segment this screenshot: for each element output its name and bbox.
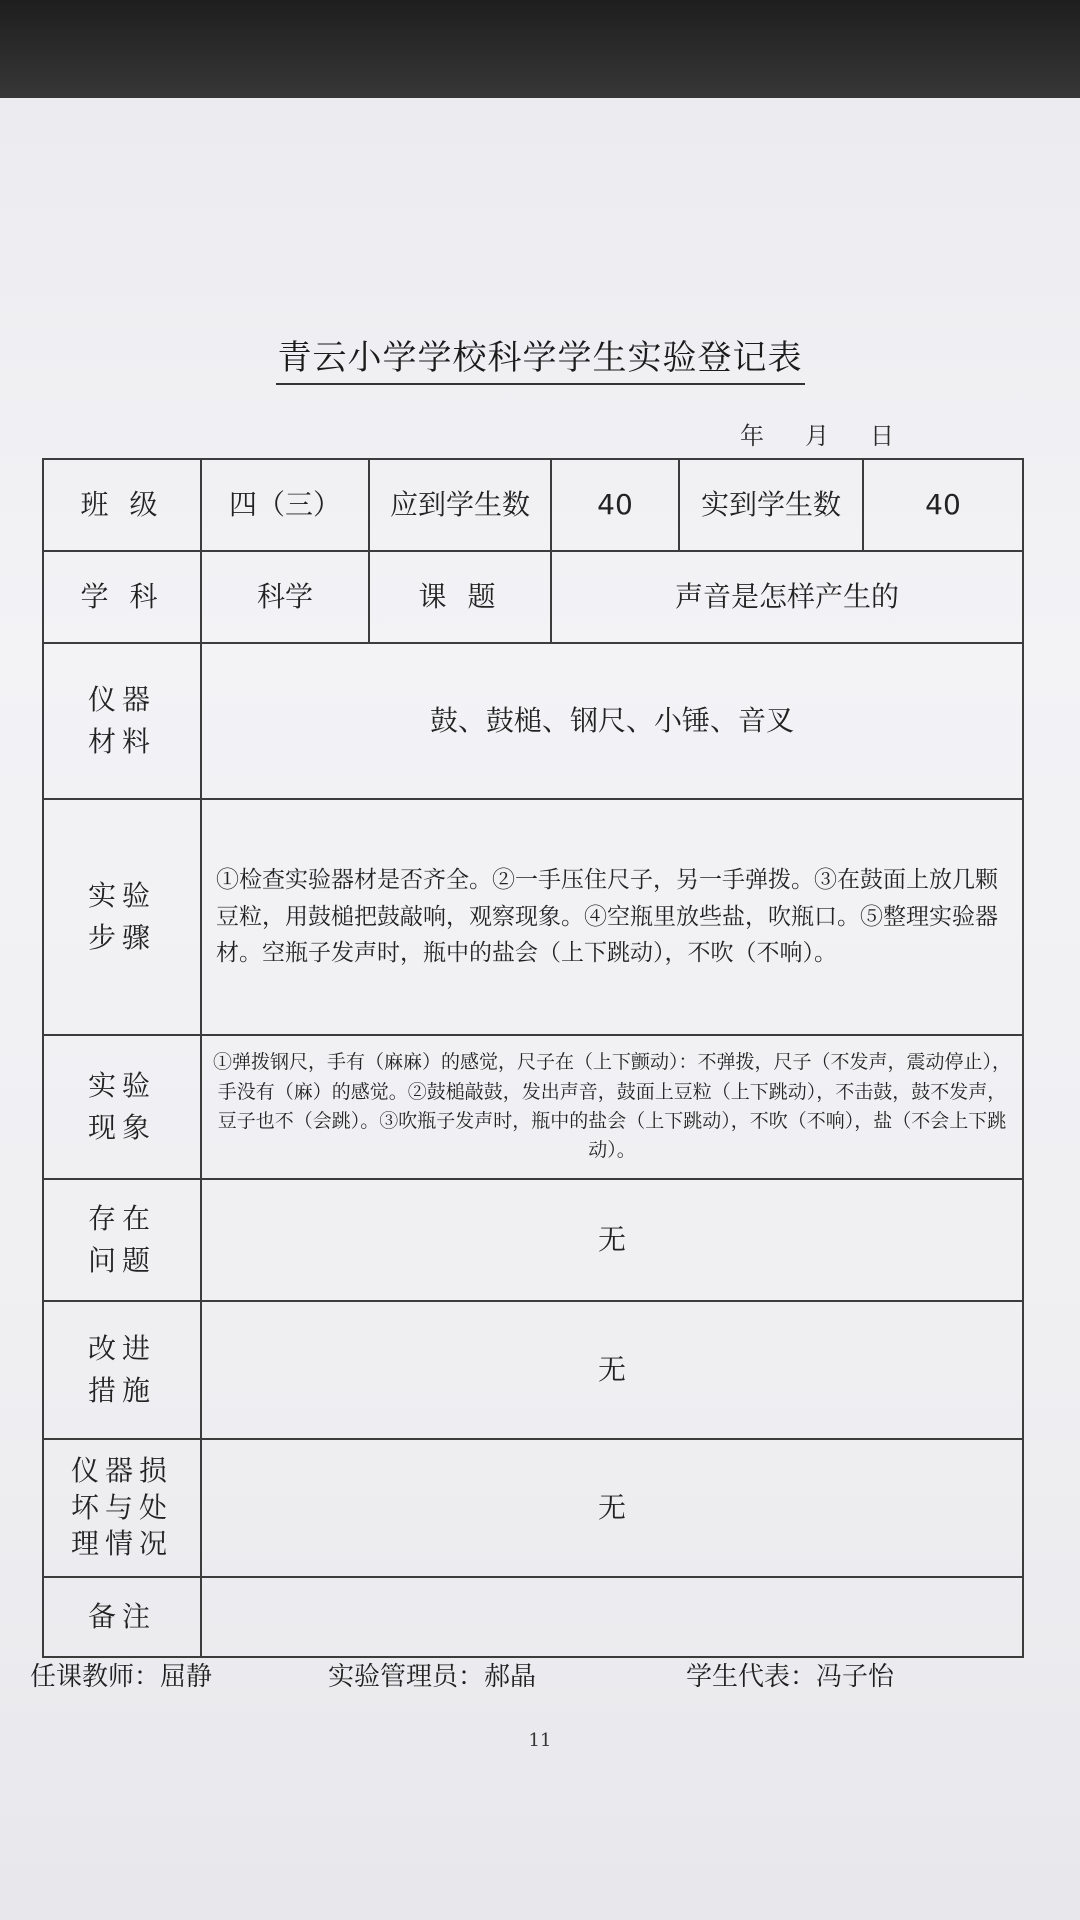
equipment-label-line1: 仪器	[87, 683, 156, 716]
improvements-row	[43, 1301, 1023, 1439]
steps-label	[43, 799, 201, 1035]
problems-label-line2: 问题	[87, 1244, 156, 1277]
subject-label: 学 科	[43, 551, 201, 643]
month-label: 月	[805, 422, 830, 450]
equipment-label	[43, 643, 201, 799]
damage-label	[43, 1439, 201, 1577]
expected-students-label: 应到学生数	[369, 459, 551, 551]
form-title: 青云小学学校科学学生实验登记表	[0, 330, 1080, 385]
expected-students-value: 40	[551, 459, 679, 551]
class-value: 四（三）	[201, 459, 369, 551]
steps-label-line1: 实验	[87, 879, 156, 912]
day-label: 日	[870, 422, 895, 450]
improvements-label	[43, 1301, 201, 1439]
subject-row	[43, 551, 1023, 643]
damage-value: 无	[201, 1439, 1023, 1577]
student-signature: 学生代表：冯子怡	[686, 1662, 895, 1692]
subject-value: 科学	[201, 551, 369, 643]
phenomena-value: ①弹拨钢尺，手有（麻麻）的感觉，尺子在（上下颤动）：不弹拨，尺子（不发声，震动停止），手没有（麻）的感觉。②鼓槌敲鼓，发出声音，鼓面上豆粒（上下跳动），不击鼓，鼓不发声，豆子也不（会跳）。③吹瓶子发声时，瓶中的盐会（上下跳动），不吹（不响），盐（不会上下跳动）。	[201, 1035, 1023, 1179]
steps-row	[43, 799, 1023, 1035]
page-number: 11	[528, 1730, 552, 1751]
phenomena-label-line1: 实验	[87, 1069, 156, 1102]
steps-label-line2: 步骤	[87, 921, 156, 954]
problems-row	[43, 1179, 1023, 1301]
equipment-value: 鼓、鼓槌、钢尺、小锤、音叉	[201, 643, 1023, 799]
class-label: 班 级	[43, 459, 201, 551]
remarks-row	[43, 1577, 1023, 1657]
damage-label-line2: 坏与处	[70, 1490, 173, 1524]
remarks-label: 备注	[43, 1577, 201, 1657]
registration-table	[42, 458, 1024, 1658]
damage-label-line1: 仪器损	[70, 1454, 173, 1488]
teacher-signature: 任课教师：屈静	[30, 1662, 213, 1692]
steps-value: ①检查实验器材是否齐全。②一手压住尺子，另一手弹拨。③在鼓面上放几颗豆粒，用鼓槌把鼓敲响，观察现象。④空瓶里放些盐，吹瓶口。⑤整理实验器材。空瓶子发声时，瓶中的盐会（上下跳动），不吹（不响）。	[201, 799, 1023, 1035]
problems-label	[43, 1179, 201, 1301]
actual-students-label: 实到学生数	[679, 459, 863, 551]
year-label: 年	[740, 422, 765, 450]
class-row	[43, 459, 1023, 551]
improvements-value: 无	[201, 1301, 1023, 1439]
topic-value: 声音是怎样产生的	[551, 551, 1023, 643]
manager-signature: 实验管理员：郝晶	[328, 1662, 537, 1692]
equipment-row	[43, 643, 1023, 799]
phenomena-label	[43, 1035, 201, 1179]
problems-label-line1: 存在	[87, 1202, 156, 1235]
actual-students-value: 40	[863, 459, 1023, 551]
damage-row	[43, 1439, 1023, 1577]
improvements-label-line2: 措施	[87, 1374, 156, 1407]
damage-label-line3: 理情况	[70, 1527, 173, 1561]
remarks-value	[201, 1577, 1023, 1657]
date-line	[740, 416, 895, 451]
phenomena-label-line2: 现象	[87, 1111, 156, 1144]
topic-label: 课 题	[369, 551, 551, 643]
improvements-label-line1: 改进	[87, 1332, 156, 1365]
phenomena-row	[43, 1035, 1023, 1179]
problems-value: 无	[201, 1179, 1023, 1301]
equipment-label-line2: 材料	[87, 725, 156, 758]
